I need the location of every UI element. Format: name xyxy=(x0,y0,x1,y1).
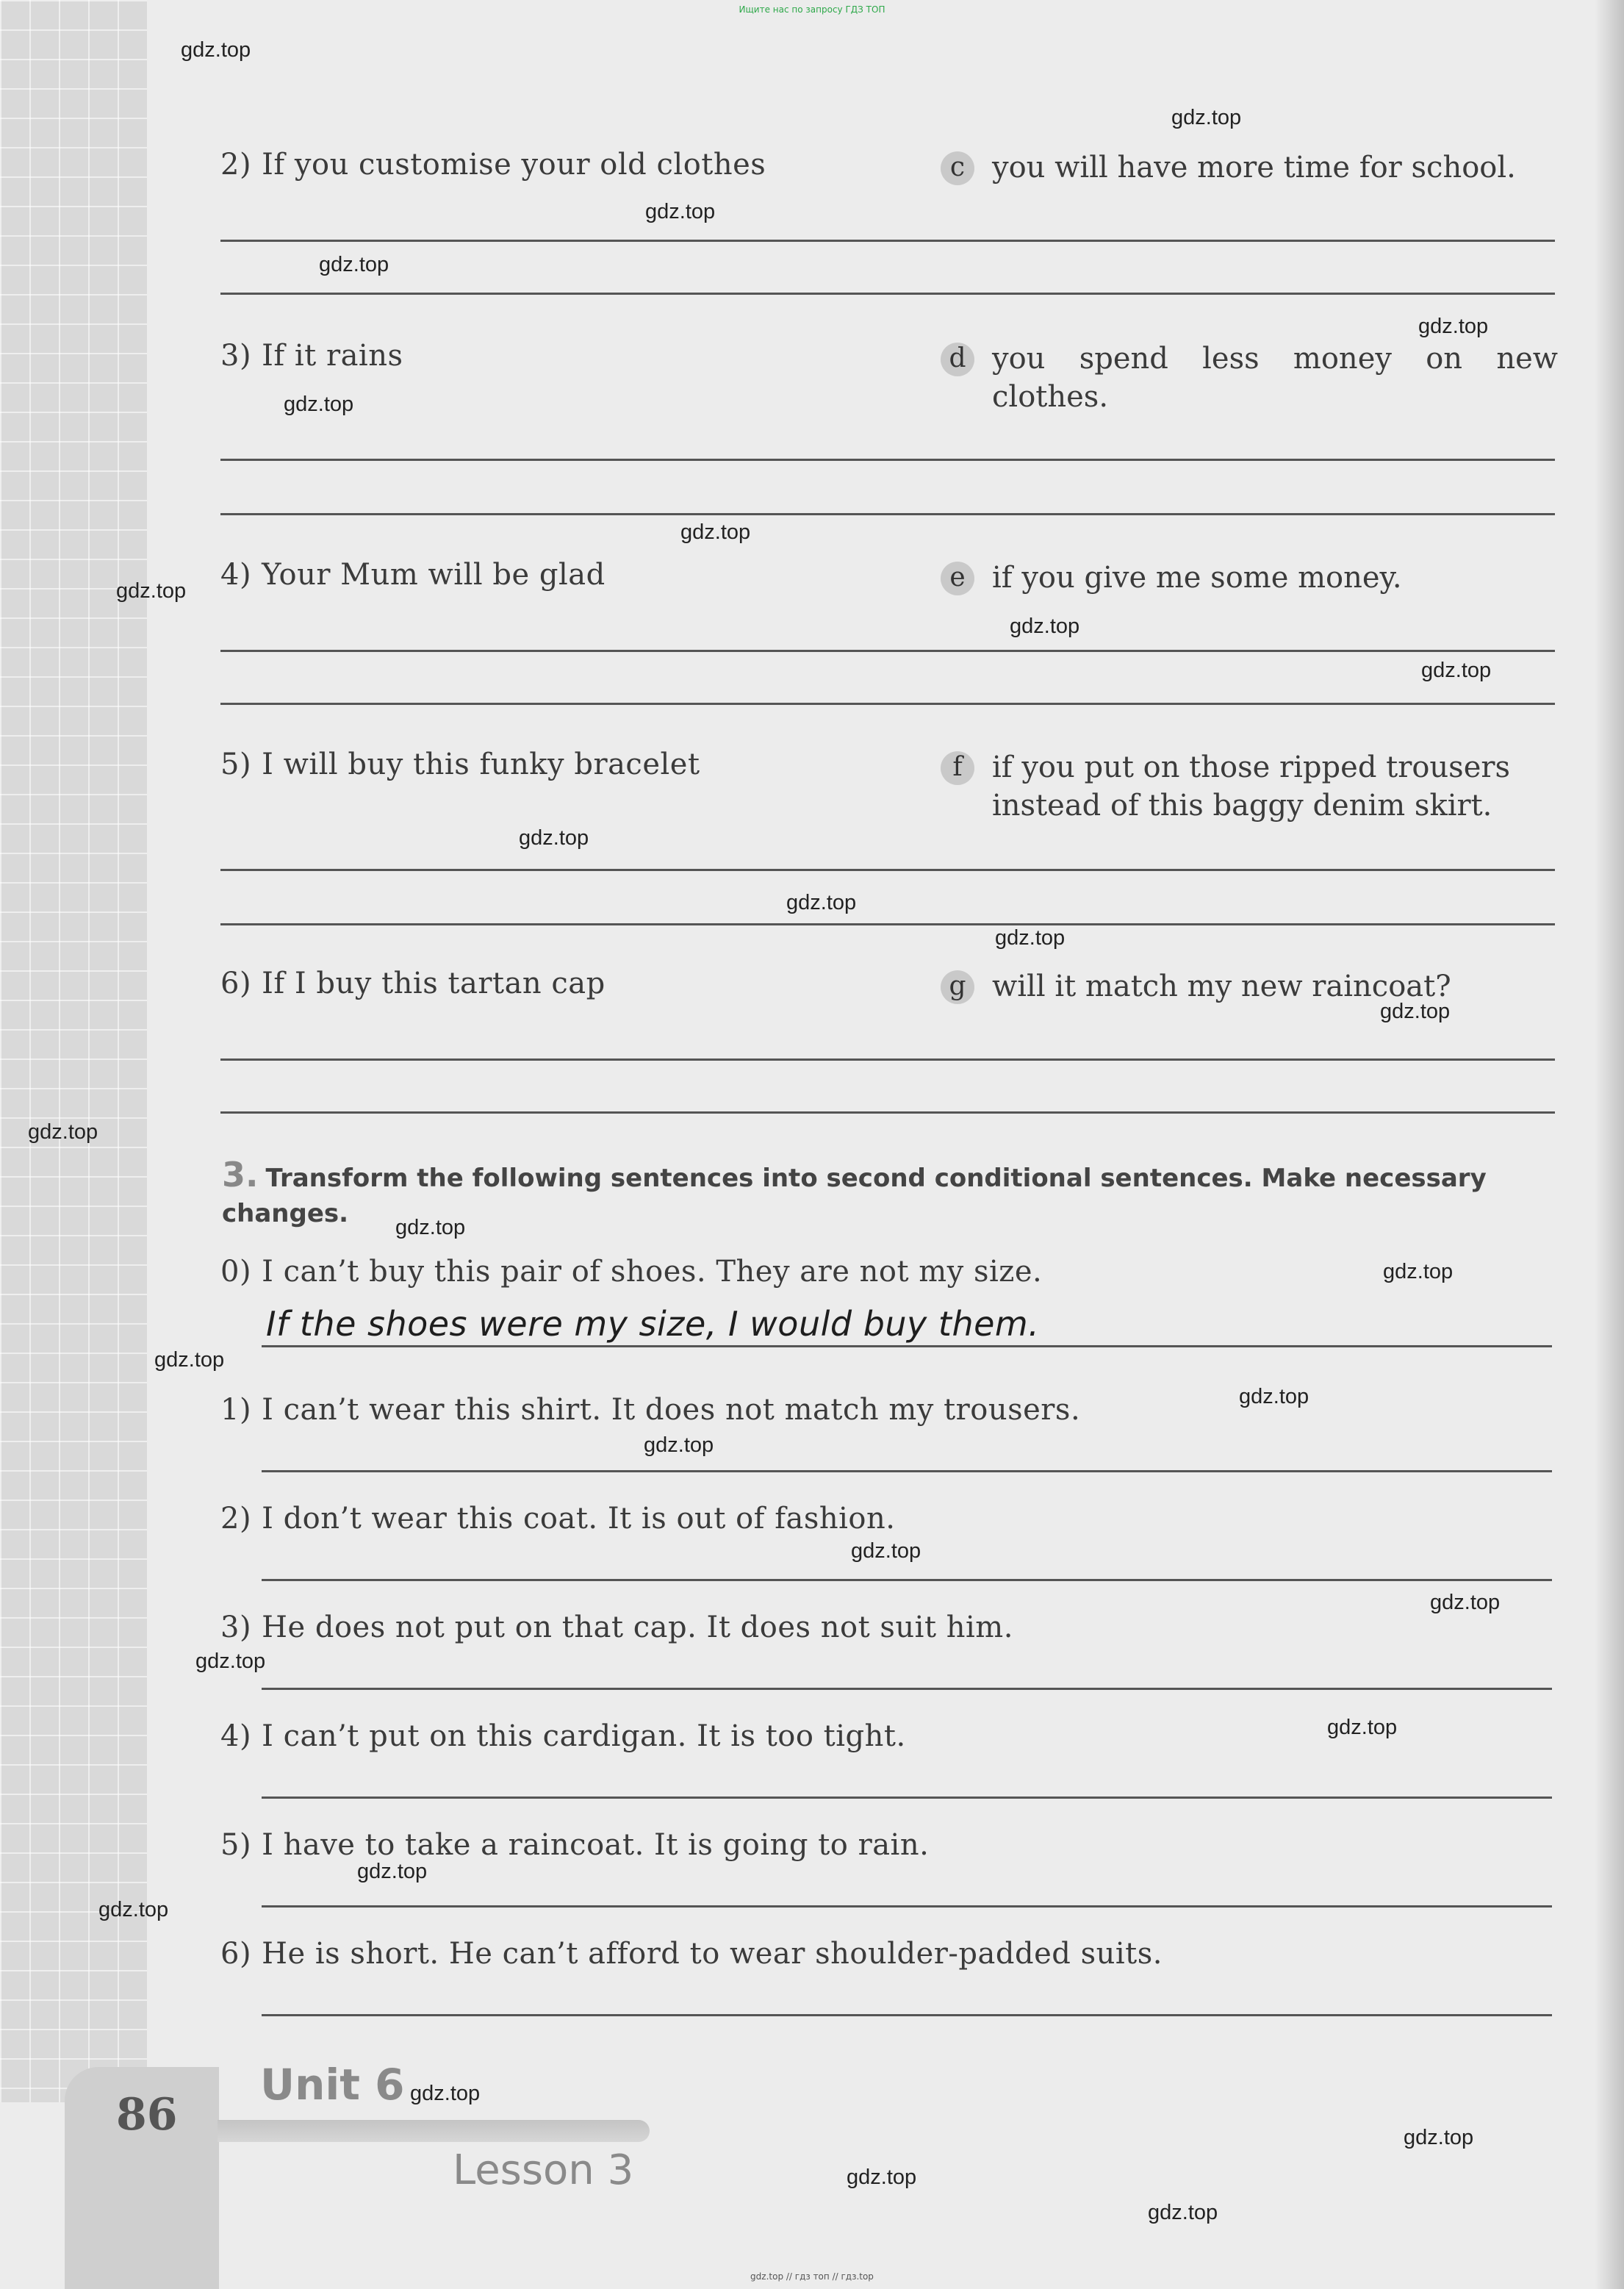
exercise-3-instruction: 3. Transform the following sentences into second conditional sentences. Make necessary changes. xyxy=(222,1155,1487,1228)
example-answer: If the shoes were my size, I would buy them. xyxy=(266,1304,1040,1344)
answer-line[interactable] xyxy=(220,869,1555,871)
watermark: gdz.top xyxy=(645,200,716,223)
watermark: gdz.top xyxy=(851,1539,921,1563)
watermark: gdz.top xyxy=(1404,2126,1474,2149)
answer-line[interactable] xyxy=(220,650,1555,652)
task-sentence: 1) I can’t wear this shirt. It does not match my trousers. xyxy=(220,1393,1081,1427)
bottom-banner: gdz.top // гдз топ // гдз.top xyxy=(750,2271,874,2282)
watermark: gdz.top xyxy=(1148,2201,1218,2224)
option-letter-f: f xyxy=(941,751,974,785)
watermark: gdz.top xyxy=(1383,1260,1454,1283)
answer-line[interactable] xyxy=(220,1111,1555,1114)
answer-line[interactable] xyxy=(220,459,1555,461)
page-number: 86 xyxy=(116,2089,178,2141)
watermark: gdz.top xyxy=(1430,1591,1501,1614)
watermark: gdz.top xyxy=(98,1898,169,1921)
sentence-ending-g: will it match my new raincoat? xyxy=(992,970,1451,1003)
watermark: gdz.top xyxy=(410,2082,481,2105)
task-sentence: 2) I don’t wear this coat. It is out of fashion. xyxy=(220,1502,896,1536)
sentence-ending-e: if you give me some money. xyxy=(992,561,1402,595)
option-letter-c: c xyxy=(941,151,974,185)
answer-line[interactable] xyxy=(262,1579,1552,1581)
task-sentence: 5) I have to take a raincoat. It is going to rain. xyxy=(220,1828,930,1862)
sentence-beginning: 2) If you customise your old clothes xyxy=(220,148,766,182)
task-sentence: 3) He does not put on that cap. It does not suit him. xyxy=(220,1611,1013,1644)
answer-line[interactable] xyxy=(220,513,1555,515)
watermark: gdz.top xyxy=(1380,1000,1451,1023)
answer-line xyxy=(262,1345,1552,1347)
watermark: gdz.top xyxy=(319,253,389,276)
sentence-beginning: 4) Your Mum will be glad xyxy=(220,558,606,592)
answer-line[interactable] xyxy=(220,923,1555,925)
watermark: gdz.top xyxy=(181,38,251,62)
task-sentence: 6) He is short. He can’t afford to wear shoulder-padded suits. xyxy=(220,1937,1163,1971)
answer-line[interactable] xyxy=(262,1470,1552,1472)
watermark: gdz.top xyxy=(1239,1385,1309,1408)
answer-line[interactable] xyxy=(220,293,1555,295)
watermark: gdz.top xyxy=(1327,1716,1398,1739)
sentence-beginning: 5) I will buy this funky bracelet xyxy=(220,748,700,781)
page-edge-shadow xyxy=(1595,0,1624,2289)
option-letter-d: d xyxy=(941,343,974,376)
sentence-ending-f: if you put on those ripped trousers instead of this baggy denim skirt. xyxy=(992,751,1511,823)
answer-line[interactable] xyxy=(220,703,1555,705)
sentence-beginning: 6) If I buy this tartan cap xyxy=(220,967,606,1000)
watermark: gdz.top xyxy=(395,1216,466,1239)
answer-line[interactable] xyxy=(262,1688,1552,1690)
watermark: gdz.top xyxy=(847,2166,917,2189)
watermark: gdz.top xyxy=(1421,659,1492,682)
watermark: gdz.top xyxy=(154,1348,225,1372)
sentence-ending-d: you spend less money on new clothes. xyxy=(992,342,1558,414)
sentence-ending-c: you will have more time for school. xyxy=(992,151,1516,185)
watermark: gdz.top xyxy=(644,1433,714,1457)
answer-line[interactable] xyxy=(220,1058,1555,1061)
task-sentence: 4) I can’t put on this cardigan. It is too tight. xyxy=(220,1719,906,1753)
watermark: gdz.top xyxy=(357,1860,428,1883)
watermark: gdz.top xyxy=(1010,615,1080,638)
unit-bar xyxy=(218,2120,650,2142)
watermark: gdz.top xyxy=(995,926,1066,950)
answer-line[interactable] xyxy=(262,2014,1552,2016)
watermark: gdz.top xyxy=(116,579,187,603)
watermark: gdz.top xyxy=(519,826,589,850)
watermark: gdz.top xyxy=(1171,106,1242,129)
watermark: gdz.top xyxy=(786,891,857,914)
lesson-label: Lesson 3 xyxy=(453,2146,634,2194)
watermark: gdz.top xyxy=(680,520,751,544)
option-letter-e: e xyxy=(941,562,974,595)
top-banner: Ищите нас по запросу ГДЗ ТОП xyxy=(739,4,885,15)
answer-line[interactable] xyxy=(262,1905,1552,1908)
watermark: gdz.top xyxy=(28,1120,98,1144)
watermark: gdz.top xyxy=(284,393,354,416)
sentence-beginning: 3) If it rains xyxy=(220,339,403,373)
grid-margin-strip xyxy=(0,0,147,2102)
watermark: gdz.top xyxy=(1418,315,1489,338)
option-letter-g: g xyxy=(941,970,974,1004)
watermark: gdz.top xyxy=(195,1649,266,1673)
answer-line[interactable] xyxy=(220,240,1555,242)
answer-line[interactable] xyxy=(262,1797,1552,1799)
unit-label: Unit 6 xyxy=(260,2060,405,2110)
example-sentence: 0) I can’t buy this pair of shoes. They are not my size. xyxy=(220,1255,1043,1289)
